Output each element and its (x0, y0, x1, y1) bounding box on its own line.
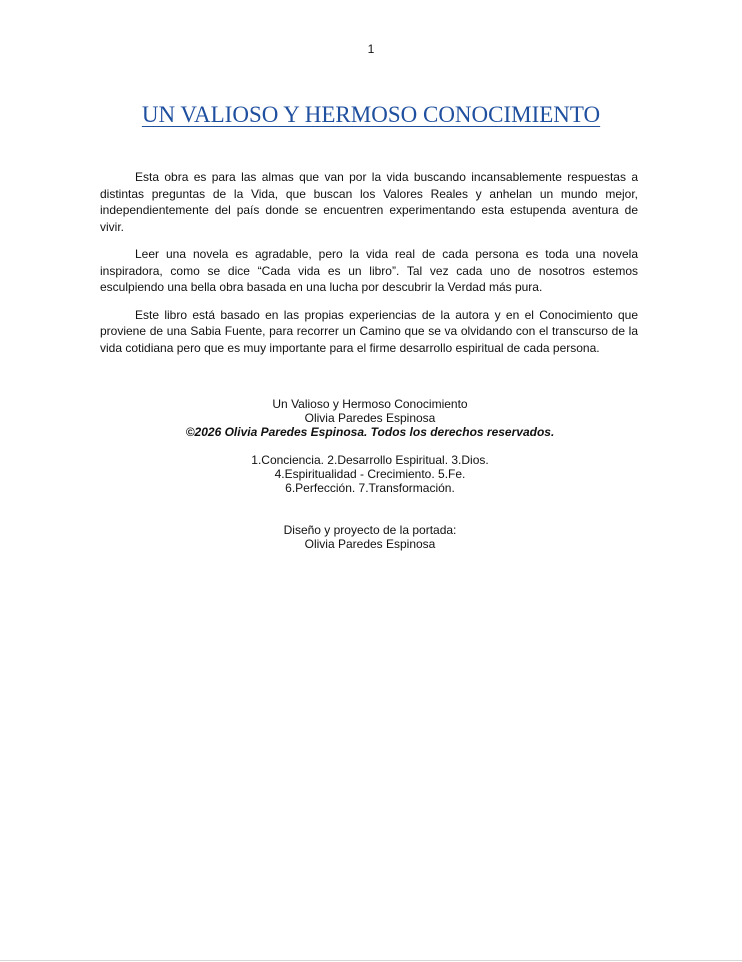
copyright-notice: ©2026 Olivia Paredes Espinosa. Todos los derechos reservados. (185, 425, 555, 439)
credit-book-title: Un Valioso y Hermoso Conocimiento (272, 397, 468, 411)
introduction-text (100, 169, 638, 367)
subject-line: 6.Perfección. 7.Transformación. (285, 481, 455, 495)
credits-spacer (0, 495, 740, 523)
page-number: 1 (367, 42, 375, 56)
cover-designer: Olivia Paredes Espinosa (304, 537, 436, 551)
cover-design-label: Diseño y proyecto de la portada: (283, 523, 457, 537)
subject-line: 1.Conciencia. 2.Desarrollo Espiritual. 3.Dios. (251, 453, 489, 467)
credit-author: Olivia Paredes Espinosa (304, 411, 436, 425)
credits-spacer (0, 439, 740, 453)
document-title: UN VALIOSO Y HERMOSO CONOCIMIENTO (141, 102, 601, 127)
introduction-paragraph: Este libro está basado en las propias experiencias de la autora y en el Conocimiento que proviene de una Sabia Fuente, para recorrer un Camino que se va olvidando con el transcurso de la vida cotidiana pero que es muy importante para el firme desarrollo espiritual de cada persona. (100, 307, 638, 355)
introduction-paragraph: Leer una novela es agradable, pero la vida real de cada persona es toda una novela inspiradora, como se dice “Cada vida es un libro”. Tal vez cada uno de nosotros estemos esculpiendo una bella obra basada en una lucha por descubrir la Verdad más pura. (100, 247, 638, 294)
publication-credits (0, 397, 740, 551)
subject-line: 4.Espiritualidad - Crecimiento. 5.Fe. (274, 467, 466, 481)
introduction-paragraph: Esta obra es para las almas que van por la vida buscando incansablemente respuestas a distintas preguntas de la Vida, que buscan los Valores Reales y anhelan un mundo mejor, independientemente del país donde se encuentren experimentando esta estupenda aventura de vivir. (100, 170, 638, 234)
